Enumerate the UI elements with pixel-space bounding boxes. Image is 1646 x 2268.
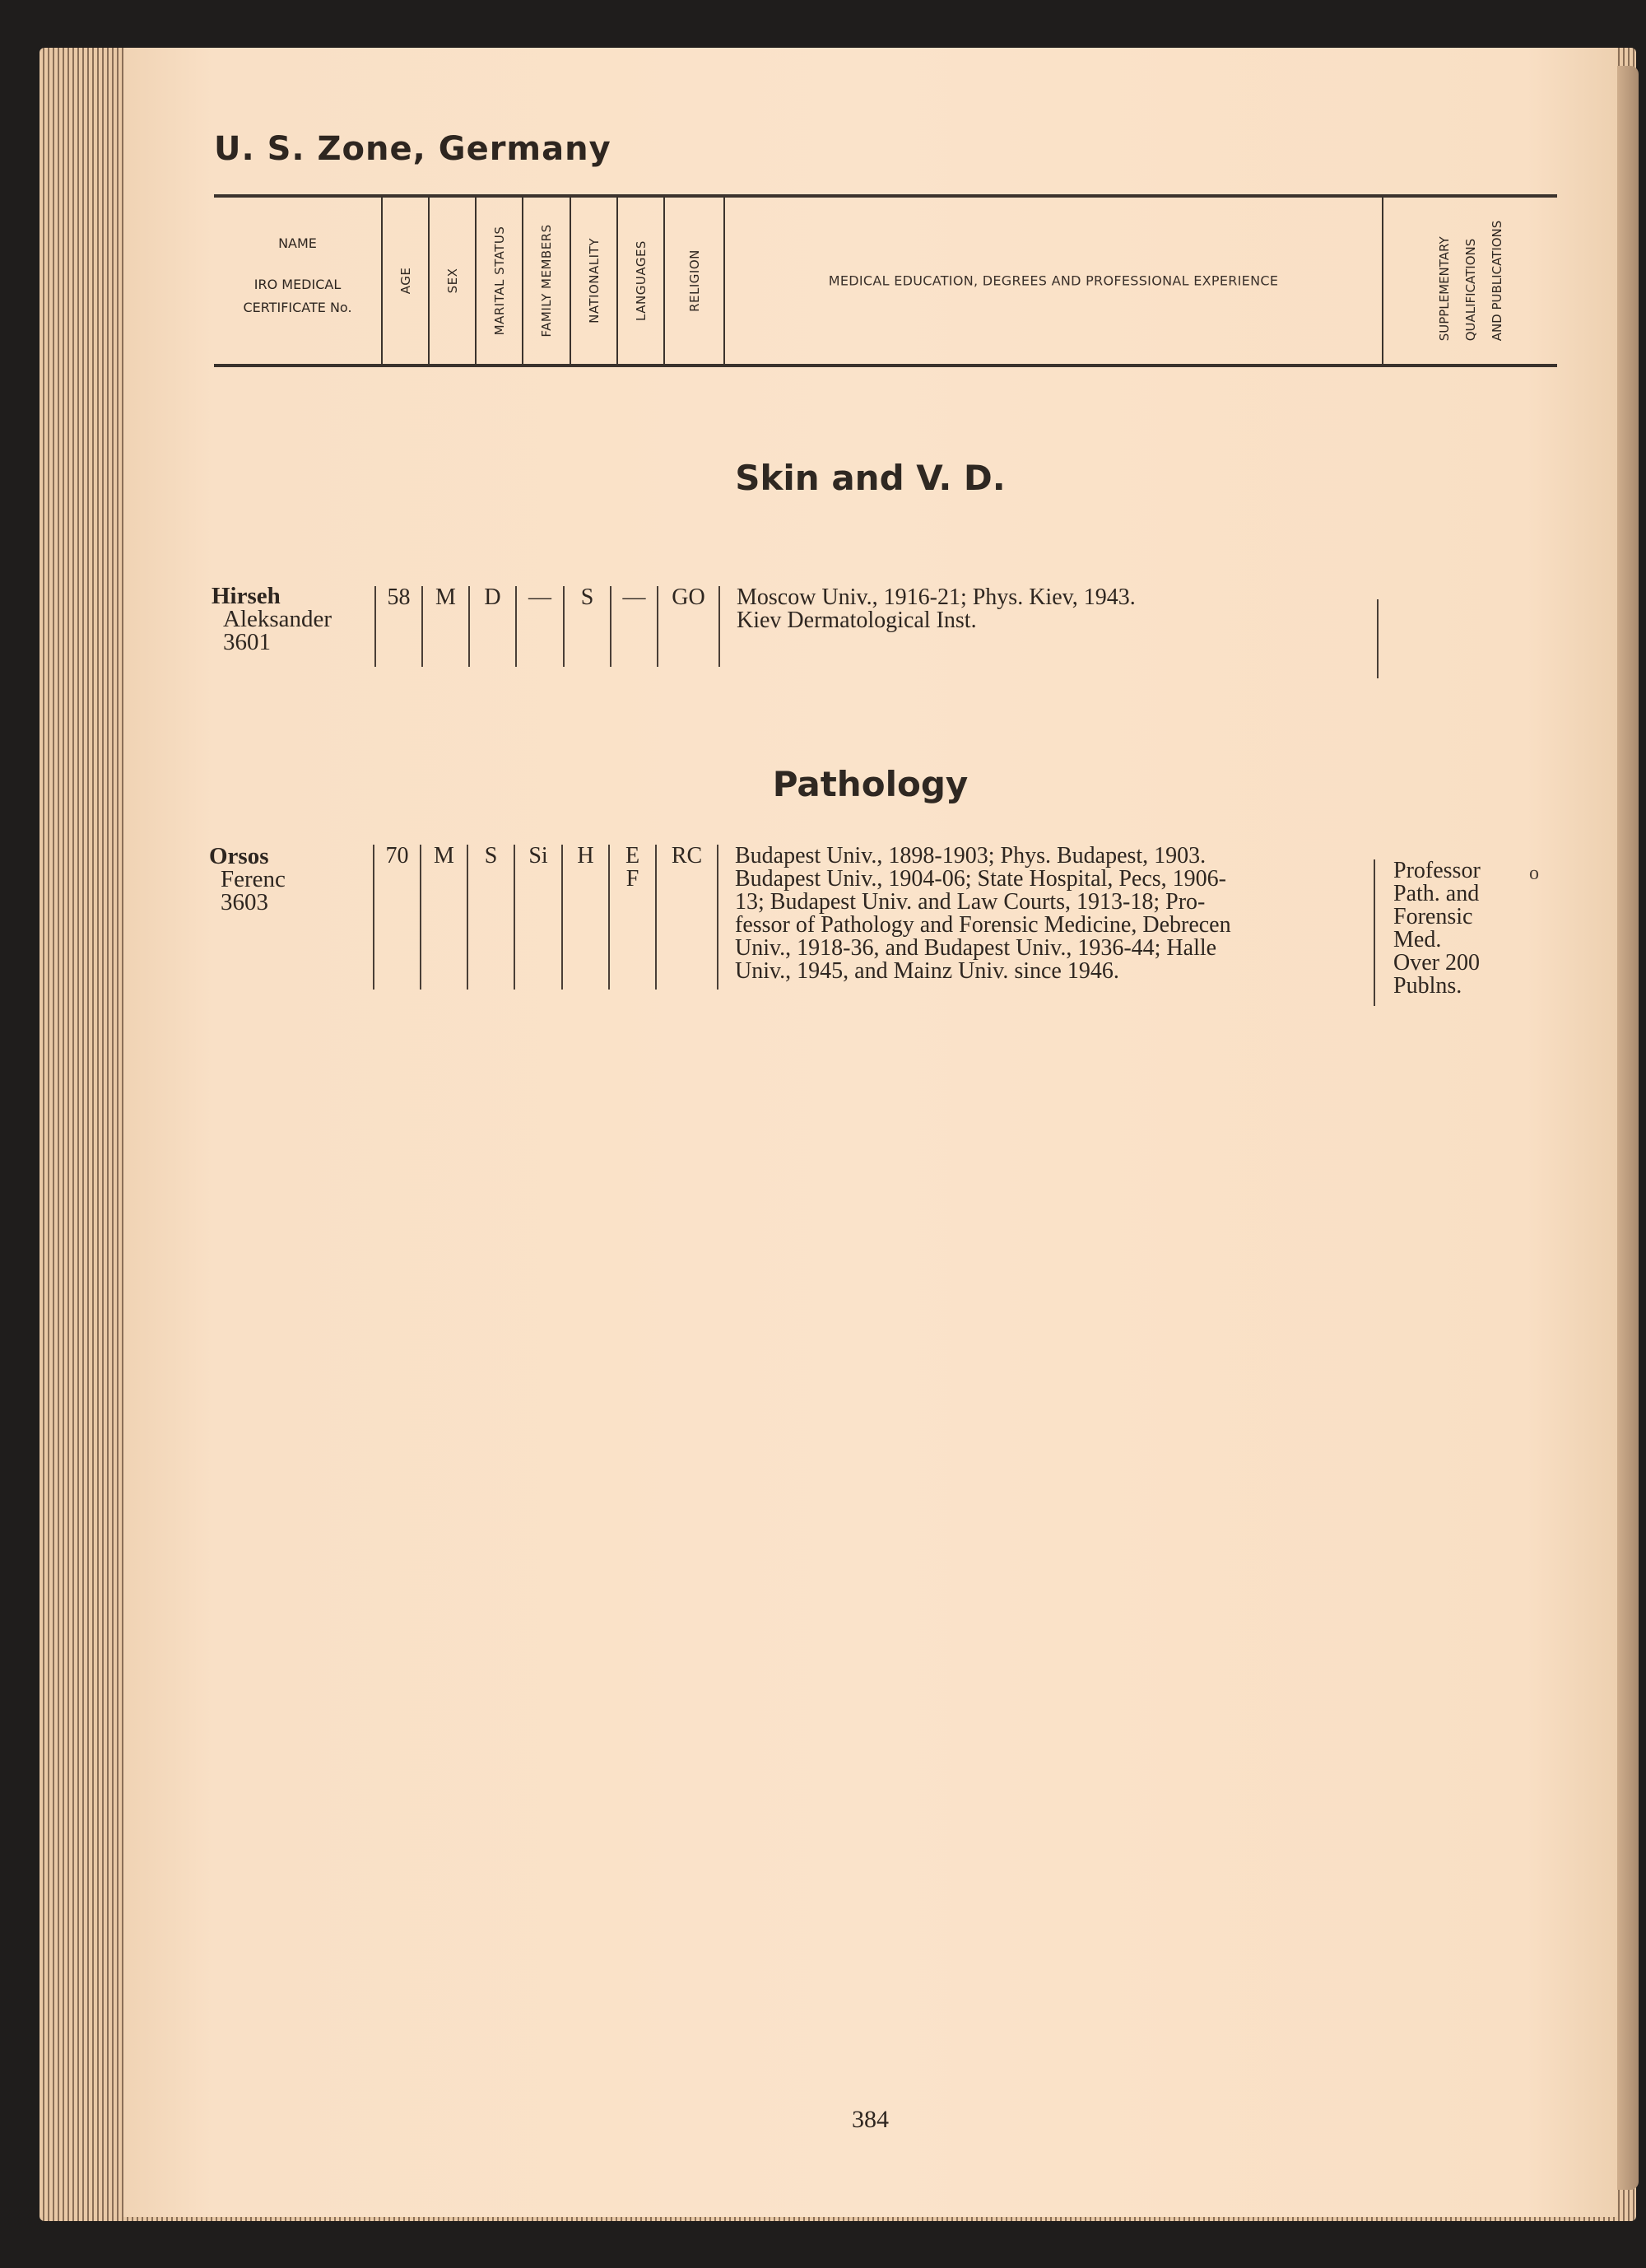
- entry-education-line: Budapest Univ., 1898-1903; Phys. Budapest, 1903.: [735, 843, 1207, 869]
- entry-education-line: Moscow Univ., 1916-21; Phys. Kiev, 1943.: [737, 584, 1136, 610]
- entry-family: Si: [514, 845, 561, 990]
- entry-supplementary-line: Med.: [1393, 927, 1442, 952]
- col-header-family-label: FAMILY MEMBERS: [539, 224, 554, 338]
- col-header-name: [214, 198, 381, 364]
- entry-education: [717, 845, 1375, 990]
- col-header-family: [522, 198, 570, 364]
- header-bottom-rule: [214, 364, 1557, 367]
- entry-given-name: Aleksander: [223, 606, 332, 632]
- entry-religion: RC: [655, 845, 717, 990]
- entry-language: F: [625, 866, 639, 892]
- col-header-name-line2: IRO MEDICAL: [253, 277, 342, 292]
- col-header-supp-line1: SUPPLEMENTARY: [1436, 236, 1452, 342]
- entry-supplementary-line: Path. and: [1393, 881, 1480, 906]
- entry-sex: M: [421, 586, 468, 667]
- col-header-religion-label: RELIGION: [686, 249, 702, 312]
- entry-supplementary-line: Forensic: [1393, 904, 1473, 929]
- stray-mark: o: [1529, 863, 1539, 884]
- book-page: [123, 48, 1617, 2217]
- col-header-languages-label: LANGUAGES: [633, 240, 649, 321]
- entry-education-line: Kiev Dermatological Inst.: [737, 608, 977, 633]
- entry-marital: D: [468, 586, 515, 667]
- entry-cert-number: 3603: [221, 889, 268, 915]
- col-header-age: [381, 198, 428, 364]
- entry-supplementary: [1374, 859, 1546, 1006]
- entry-education-line: Univ., 1918-36, and Budapest Univ., 1936-44; Halle: [735, 935, 1217, 961]
- col-header-supp-line3: AND PUBLICATIONS: [1489, 220, 1504, 342]
- entry-name: [209, 845, 286, 914]
- entry-supplementary: [1377, 599, 1541, 678]
- entry-education-line: fessor of Pathology and Forensic Medicine, Debrecen: [735, 912, 1231, 938]
- entry-supplementary-line: Publns.: [1393, 973, 1462, 999]
- entry-surname: Orsos: [209, 843, 269, 869]
- entry-sex: M: [420, 845, 467, 990]
- col-header-name-line1: NAME: [278, 235, 317, 251]
- col-header-sex: [428, 198, 475, 364]
- entry-nationality: H: [561, 845, 608, 990]
- entry-supplementary-line: Professor: [1393, 858, 1481, 883]
- entry-family: —: [515, 586, 563, 667]
- col-header-sex-label: SEX: [444, 268, 460, 294]
- entry-marital: S: [467, 845, 514, 990]
- col-header-religion: [663, 198, 723, 364]
- entry-education-line: Budapest Univ., 1904-06; State Hospital, Pecs, 1906-: [735, 866, 1227, 892]
- col-header-name-line3: CERTIFICATE No.: [243, 300, 352, 315]
- entry-name: [212, 584, 332, 654]
- col-header-supplementary: [1382, 198, 1557, 364]
- entry-age: 58: [374, 586, 421, 667]
- col-header-nationality-label: NATIONALITY: [586, 238, 602, 324]
- entry-languages: [610, 586, 657, 667]
- col-header-marital-label: MARITAL STATUS: [491, 226, 507, 336]
- entry-cert-number: 3601: [223, 629, 271, 655]
- entry-age: 70: [373, 845, 420, 990]
- entry-surname: Hirseh: [212, 583, 281, 609]
- entry-religion: GO: [657, 586, 718, 667]
- col-header-languages: [616, 198, 663, 364]
- col-header-education: [723, 198, 1382, 364]
- col-header-nationality: [570, 198, 616, 364]
- col-header-marital: [475, 198, 522, 364]
- facing-page-edge: [1617, 66, 1639, 2190]
- section-title-pathology: Pathology: [772, 764, 969, 804]
- entry-given-name: Ferenc: [221, 866, 286, 892]
- page-number: 384: [852, 2106, 889, 2133]
- entry-nationality: S: [563, 586, 610, 667]
- col-header-education-label: MEDICAL EDUCATION, DEGREES AND PROFESSIONAL EXPERIENCE: [828, 272, 1279, 289]
- entry-education: [718, 586, 1377, 667]
- entry-language: E: [625, 843, 640, 869]
- entry-language: —: [622, 584, 646, 610]
- entry-education-line: Univ., 1945, and Mainz Univ. since 1946.: [735, 958, 1119, 984]
- col-header-supp-line2: QUALIFICATIONS: [1462, 238, 1478, 342]
- entry-languages: [608, 845, 655, 990]
- section-title-skin: Skin and V. D.: [735, 458, 1006, 498]
- running-head: U. S. Zone, Germany: [214, 130, 611, 168]
- col-header-age-label: AGE: [398, 267, 413, 295]
- entry-supplementary-line: Over 200: [1393, 950, 1480, 976]
- entry-education-line: 13; Budapest Univ. and Law Courts, 1913-18; Pro-: [735, 889, 1206, 915]
